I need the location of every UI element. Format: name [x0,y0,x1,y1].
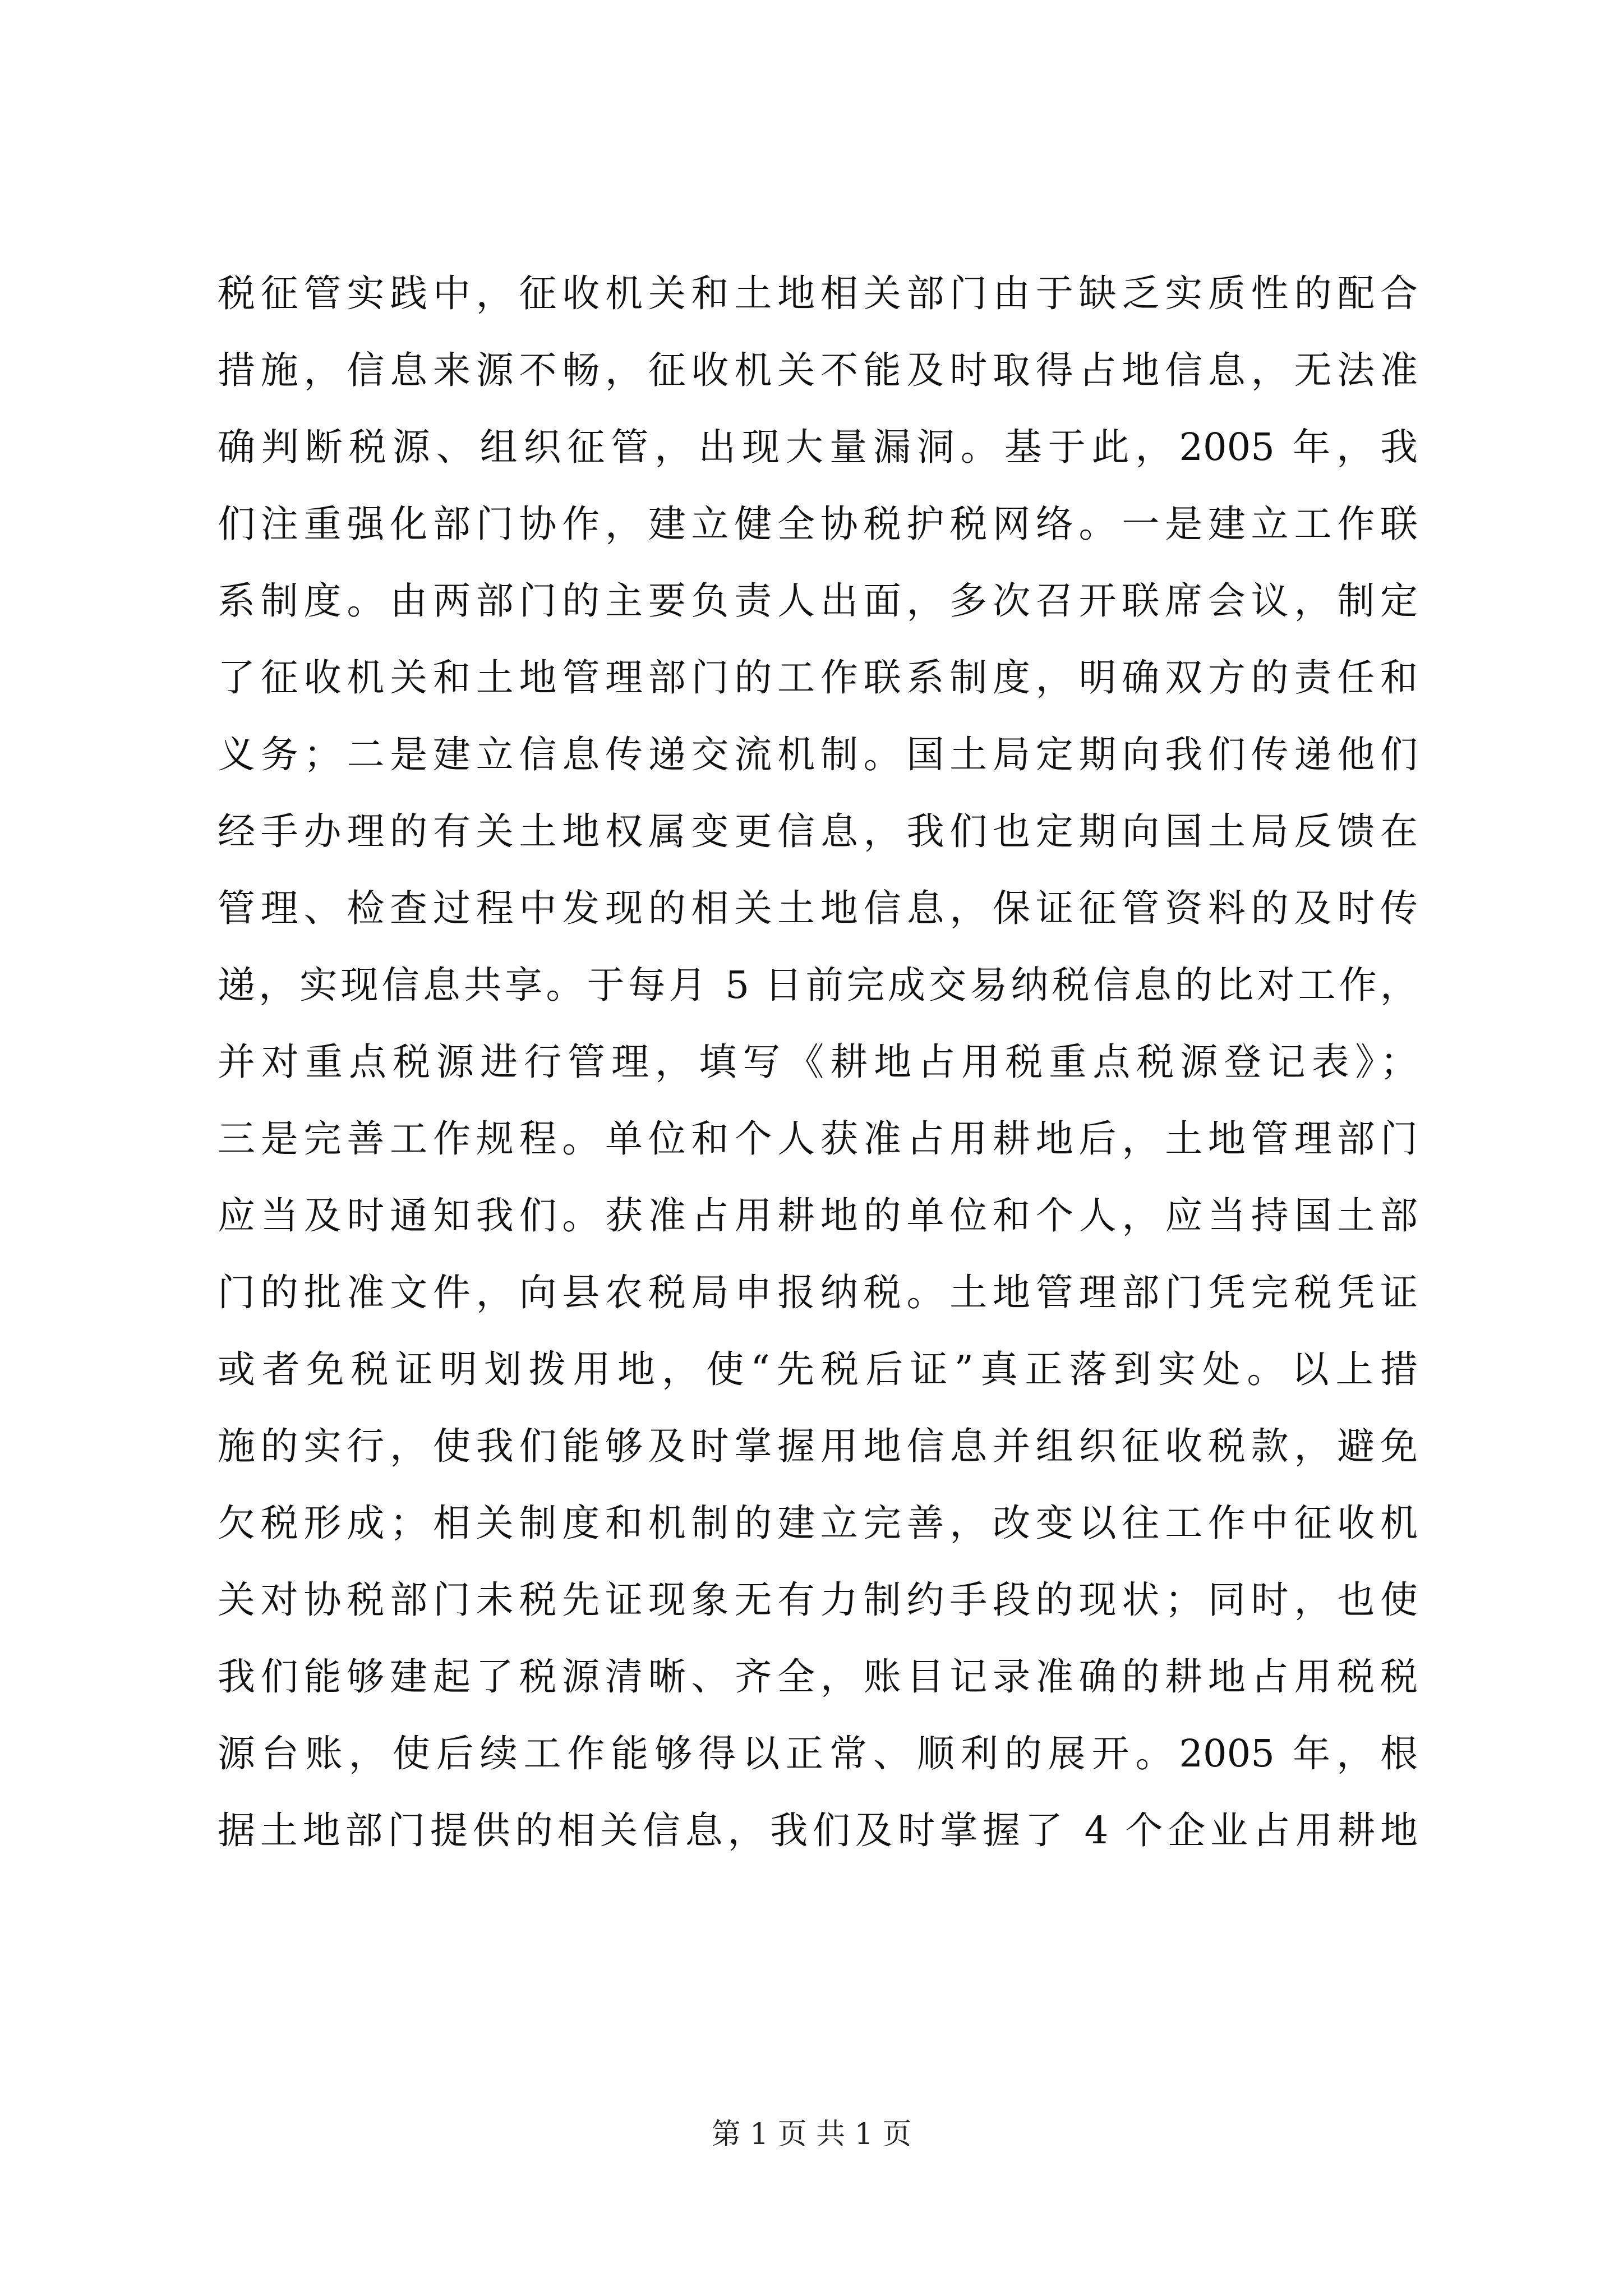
page-footer: 第 1 页 共 1 页 [711,2118,912,2151]
text-line: 施的实行，使我们能够及时掌握用地信息并组织征收税款，避免 [218,1424,1418,1468]
body-text [218,255,1418,1869]
text-line: 系制度。由两部门的主要负责人出面，多次召开联席会议，制定 [218,579,1418,623]
text-line: 或者免税证明划拨用地，使“先税后证”真正落到实处。以上措 [218,1347,1418,1391]
text-line: 我们能够建起了税源清晰、齐全，账目记录准确的耕地占用税税 [218,1655,1418,1699]
text-line: 欠税形成；相关制度和机制的建立完善，改变以往工作中征收机 [218,1501,1418,1545]
text-line: 义务；二是建立信息传递交流机制。国土局定期向我们传递他们 [218,733,1418,776]
text-line: 管理、检查过程中发现的相关土地信息，保证征管资料的及时传 [218,886,1418,930]
text-line: 措施，信息来源不畅，征收机关不能及时取得占地信息，无法准 [218,348,1418,392]
text-line: 并对重点税源进行管理，填写《耕地占用税重点税源登记表》； [218,1040,1418,1084]
text-line: 税征管实践中，征收机关和土地相关部门由于缺乏实质性的配合 [218,272,1418,315]
text-line: 经手办理的有关土地权属变更信息，我们也定期向国土局反馈在 [218,809,1418,853]
text-line: 源台账，使后续工作能够得以正常、顺利的展开。2005 年，根 [218,1732,1418,1775]
text-line: 关对协税部门未税先证现象无有力制约手段的现状；同时，也使 [218,1578,1418,1622]
text-line: 了征收机关和土地管理部门的工作联系制度，明确双方的责任和 [218,656,1418,700]
text-line: 据土地部门提供的相关信息，我们及时掌握了 4 个企业占用耕地 [218,1809,1418,1852]
text-line: 三是完善工作规程。单位和个人获准占用耕地后，土地管理部门 [218,1117,1418,1161]
text-line: 们注重强化部门协作，建立健全协税护税网络。一是建立工作联 [218,502,1418,546]
text-line: 门的批准文件，向县农税局申报纳税。土地管理部门凭完税凭证 [218,1271,1418,1314]
text-line: 确判断税源、组织征管，出现大量漏洞。基于此，2005 年，我 [218,425,1418,469]
text-line: 递，实现信息共享。于每月 5 日前完成交易纳税信息的比对工作， [218,963,1418,1007]
text-line: 应当及时通知我们。获准占用耕地的单位和个人，应当持国土部 [218,1194,1418,1237]
